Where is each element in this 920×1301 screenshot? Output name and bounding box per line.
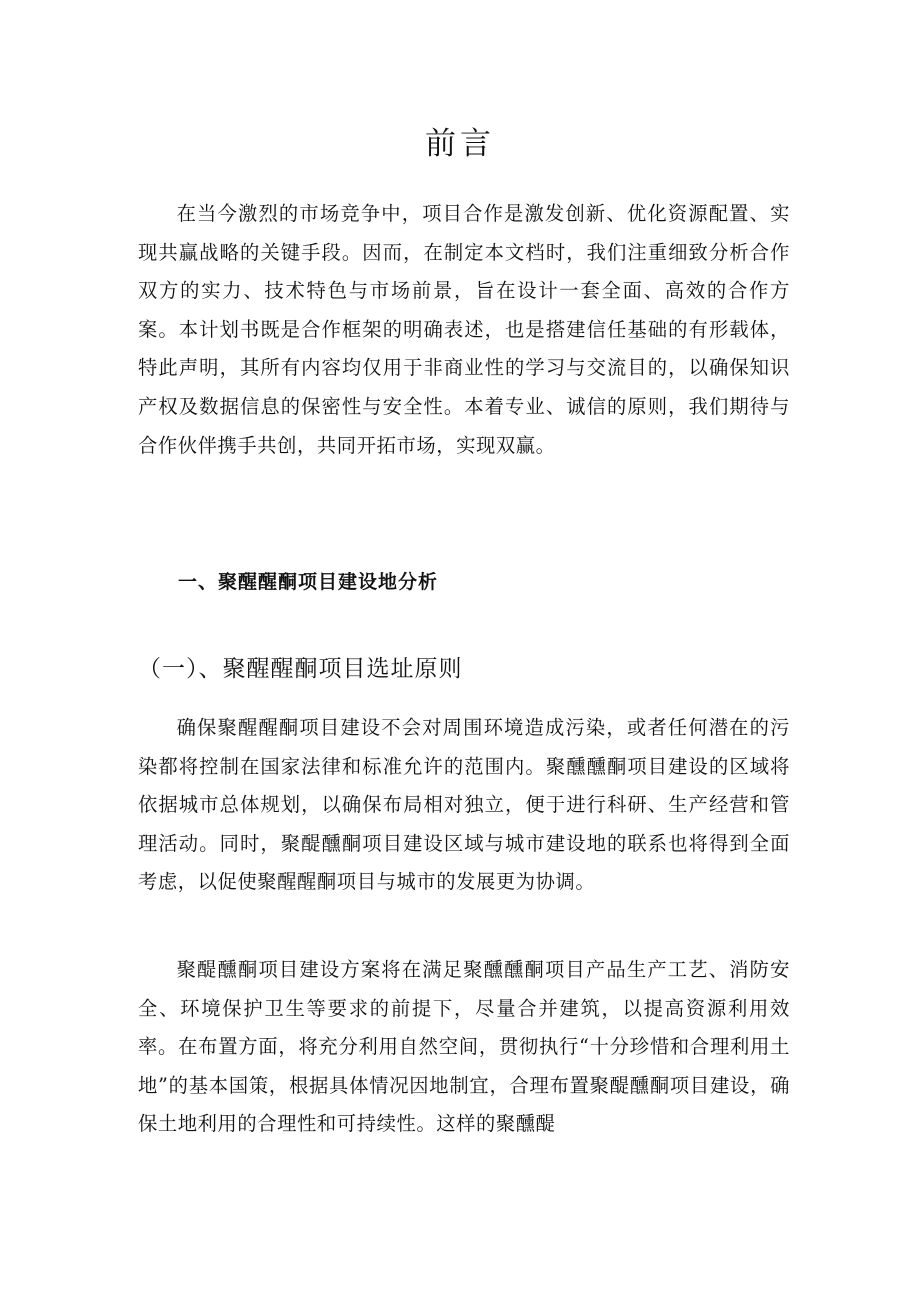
preface-paragraph: 在当今激烈的市场竞争中，项目合作是激发创新、优化资源配置、实现共赢战略的关键手段。因而，在制定本文档时，我们注重细致分析合作双方的实力、技术特色与市场前景，旨在设计一套全面、高效的合作方案。本计划书既是合作框架的明确表述，也是搭建信任基础的有形载体，特此声明，其所有内容均仅用于非商业性的学习与交流目的，以确保知识产权及数据信息的保密性与安全性。本着专业、诚信的原则，我们期待与合作伙伴携手共创，共同开拓市场，实现双赢。 bbox=[138, 202, 790, 457]
body-paragraph-2: 聚醍醺酮项目建设方案将在满足聚醺醺酮项目产品生产工艺、消防安全、环境保护卫生等要求的前提下，尽量合并建筑，以提高资源利用效率。在布置方面，将充分利用自然空间，贯彻执行“十分珍惜和合理利用土地”的基本国策，根据具体情况因地制宜，合理布置聚醍醺酮项目建设，确保土地利用的合理性和可持续性。这样的聚醺醍 bbox=[138, 958, 790, 1136]
subsection-heading: （一）、聚醒醒酮项目选址原则 bbox=[138, 656, 463, 682]
section-heading: 一、聚醒醒酮项目建设地分析 bbox=[178, 571, 439, 593]
body-paragraph-1: 确保聚醒醒酮项目建设不会对周围环境造成污染，或者任何潜在的污染都将控制在国家法律和标准允许的范围内。聚醺醺酮项目建设的区域将依据城市总体规划，以确保布局相对独立，便于进行科研、生产经营和管理活动。同时，聚醍醺酮项目建设区域与城市建设地的联系也将得到全面考虑，以促使聚醒醒酮项目与城市的发展更为协调。 bbox=[138, 716, 790, 894]
page-title: 前言 bbox=[425, 126, 495, 162]
